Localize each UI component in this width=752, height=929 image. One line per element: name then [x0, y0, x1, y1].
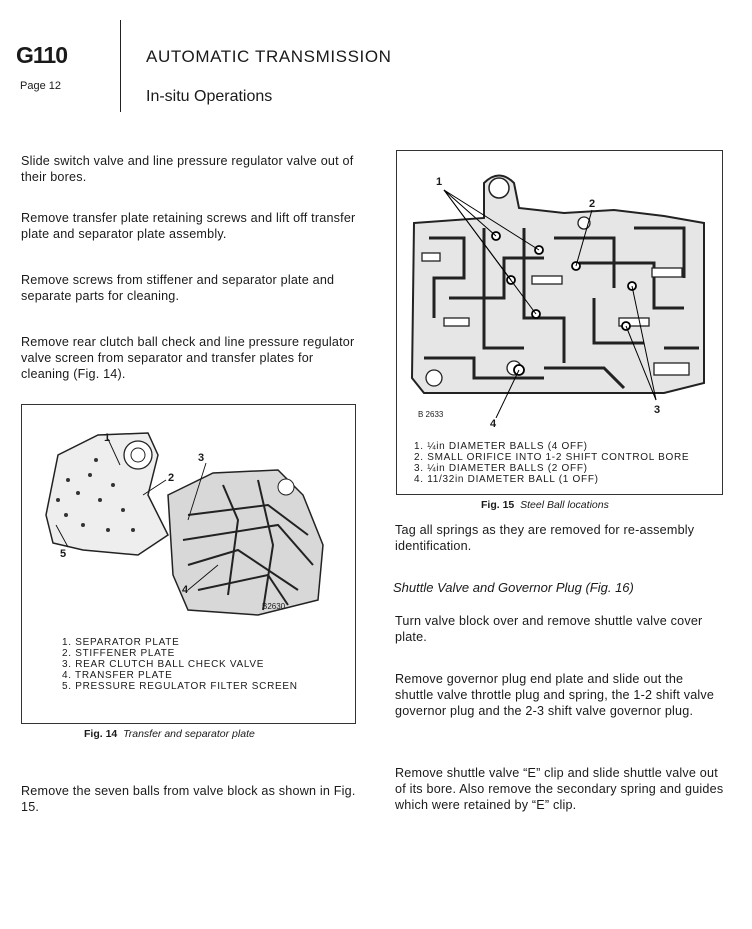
fig15-caption — [481, 499, 609, 511]
paragraph-transfer-plate: Remove transfer plate retaining screws and lift off transfer plate and separator plate assembly. — [21, 211, 356, 241]
header-divider — [120, 20, 121, 112]
fig14-legend — [62, 637, 298, 692]
fig14-code: B2630 — [262, 602, 286, 611]
fig14-legend-item: 3. REAR CLUTCH BALL CHECK VALVE — [62, 659, 265, 670]
fig15-callout-3: 3 — [654, 404, 661, 416]
paragraph-ball-check: Remove rear clutch ball check and line pressure regulator valve screen from separator and transfer plates for cleaning (Fig. 14). — [21, 335, 355, 381]
fig14-callout-4: 4 — [182, 584, 189, 596]
page-number: Page 12 — [20, 80, 61, 92]
fig14-callout-1: 1 — [104, 432, 111, 444]
document-code: G110 — [16, 42, 67, 68]
section-subtitle: In-situ Operations — [146, 88, 273, 105]
fig15-callout-2: 2 — [589, 198, 596, 210]
fig15-callout-1: 1 — [436, 176, 443, 188]
fig15-legend-item: 4. 11/32in DIAMETER BALL (1 OFF) — [414, 474, 599, 485]
fig14-legend-item: 5. PRESSURE REGULATOR FILTER SCREEN — [62, 681, 298, 692]
fig14-caption — [84, 728, 255, 740]
fig15-caption-text: Steel Ball locations — [520, 499, 609, 511]
paragraph-seven-balls: Remove the seven balls from valve block as shown in Fig. 15. — [21, 784, 356, 814]
paragraph-stiffener: Remove screws from stiffener and separator plate and separate parts for cleaning. — [21, 273, 335, 303]
paragraph-turn-block: Turn valve block over and remove shuttle valve cover plate. — [395, 614, 703, 644]
paragraph-slide-valves: Slide switch valve and line pressure regulator valve out of their bores. — [21, 154, 354, 184]
fig14-legend-item: 1. SEPARATOR PLATE — [62, 637, 180, 648]
paragraph-governor-plug: Remove governor plug end plate and slide out the shuttle valve throttle plug and spring, the 1-2 shift valve governor plug and the 2-3 shift valve governor plug. — [395, 672, 715, 718]
fig14-callout-3: 3 — [198, 452, 205, 464]
fig15-legend-item: 3. ¼in DIAMETER BALLS (2 OFF) — [414, 463, 588, 474]
fig15-code: B 2633 — [418, 410, 444, 419]
fig14-legend-item: 4. TRANSFER PLATE — [62, 670, 173, 681]
fig15-callout-4: 4 — [490, 418, 497, 430]
fig15-legend-item: 1. ¼in DIAMETER BALLS (4 OFF) — [414, 441, 588, 452]
fig15-legend-item: 2. SMALL ORIFICE INTO 1-2 SHIFT CONTROL BORE — [414, 452, 690, 463]
paragraph-e-clip: Remove shuttle valve “E” clip and slide shuttle valve out of its bore. Also remove the secondary spring and guides which were retained by “E” clip. — [395, 766, 724, 812]
fig14-callout-5: 5 — [60, 548, 67, 560]
figure-15-illustration — [404, 168, 719, 418]
section-heading-shuttle-valve: Shuttle Valve and Governor Plug (Fig. 16) — [393, 580, 634, 595]
fig15-caption-number: Fig. 15 — [481, 499, 515, 511]
fig15-legend — [414, 441, 689, 485]
paragraph-tag-springs: Tag all springs as they are removed for re-assembly identification. — [395, 523, 695, 553]
fig14-callout-2: 2 — [168, 472, 175, 484]
fig14-legend-item: 2. STIFFENER PLATE — [62, 648, 175, 659]
page-title: AUTOMATIC TRANSMISSION — [146, 47, 392, 66]
fig14-caption-number: Fig. 14 — [84, 728, 118, 740]
fig14-caption-text: Transfer and separator plate — [123, 728, 255, 740]
